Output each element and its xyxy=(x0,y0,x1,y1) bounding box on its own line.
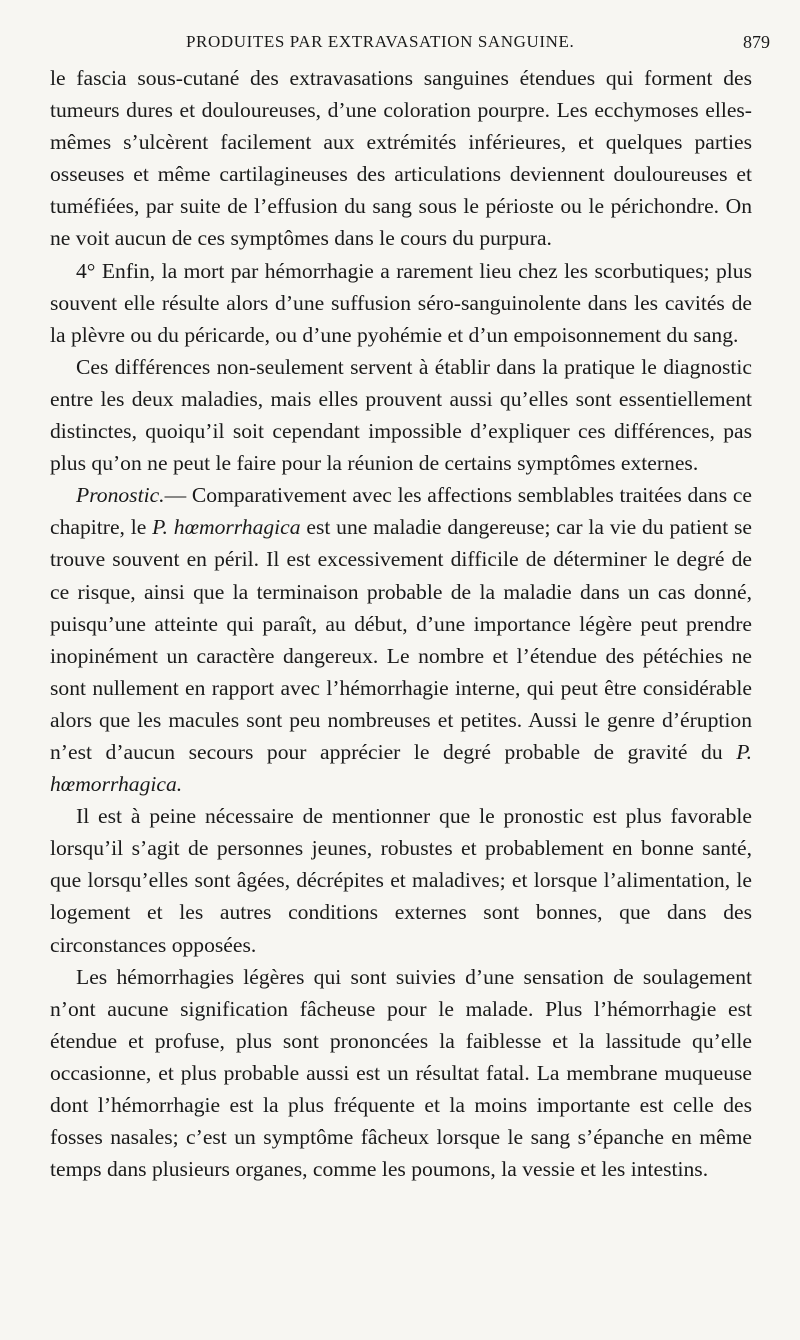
running-title: PRODUITES PAR EXTRAVASATION SANGUINE. xyxy=(186,32,575,51)
paragraph-point-4: 4° Enfin, la mort par hémorrhagie a rarement lieu chez les scorbutiques; plus souvent elle résulte alors d’une suffusion séro-sanguinolente dans les cavités de la plèvre ou du péricarde, ou d’une pyohémie et d’un empoisonnement du sang. xyxy=(50,258,752,347)
running-header xyxy=(48,30,770,60)
section-label-pronostic: Pronostic. xyxy=(76,483,165,508)
pronostic-text-a: — Comparativement avec les affections semblables traitées dans ce chapitre, le xyxy=(50,483,752,540)
page-number: 879 xyxy=(743,32,770,52)
pronostic-text-b: est une maladie dangereuse; car la vie du patient se trouve souvent en péril. Il est excessivement difficile de déterminer le degré de ce risque, ainsi que la terminaison probable de la maladie dans un cas donné, puisqu’une atteinte qui paraît, au début, d’une importance légère peut prendre inopinément un caractère dangereux. Le nombre et l’étendue des pétéchies ne sont nullement en rapport avec l’hémorrhagie interne, qui peut être considérable alors que les macules sont peu nombreuses et petites. Aussi le genre d’éruption n’est d’aucun secours pour apprécier le degré probable de gravité du xyxy=(50,515,753,764)
paragraph-pronostic xyxy=(50,479,752,800)
species-name: P. hœmorrhagica. xyxy=(50,739,752,797)
paragraph-hemorrhagies: Les hémorrhagies légères qui sont suivies d’une sensation de soulagement n’ont aucune signification fâcheuse pour le malade. Plus l’hémorrhagie est étendue et profuse, plus sont prononcées la faiblesse et la lassitude qu’elle occasionne, et plus probable aussi est un résultat fatal. La membrane muqueuse dont l’hémorrhagie est la plus fréquente et la moins importante est celle des fosses nasales; c’est un symptôme fâcheux lorsque le sang s’épanche en même temps dans plusieurs organes, comme les poumons, la vessie et les intestins. xyxy=(50,964,752,1182)
species-name: P. hœmorrhagica xyxy=(152,515,301,540)
paragraph-continuation: le fascia sous-cutané des extravasations sanguines étendues qui forment des tumeurs dures et douloureuses, d’une coloration pourpre. Les ecchymoses elles-mêmes s’ulcèrent facilement aux extrémités inférieures, et quelques parties osseuses et même cartilagineuses des articulations deviennent douloureuses et tuméfiées, par suite de l’effusion du sang sous le périoste ou le périchondre. On ne voit aucun de ces symptômes dans le cours du purpura. xyxy=(50,66,752,251)
body-text xyxy=(50,62,752,1185)
paragraph-favorable: Il est à peine nécessaire de mentionner que le pronostic est plus favorable lorsqu’il s’agit de personnes jeunes, robustes et probablement en bonne santé, que lorsqu’elles sont âgées, décrépites et maladives; et lorsque l’alimentation, le logement et les autres conditions externes sont bonnes, que dans des circonstances opposées. xyxy=(50,804,752,957)
paragraph-differences: Ces différences non-seulement servent à établir dans la pratique le diagnostic entre les deux maladies, mais elles prouvent aussi qu’elles sont essentiellement distinctes, quoiqu’il soit cependant impossible d’expliquer ces différences, pas plus qu’on ne peut le faire pour la réunion de certains symptômes externes. xyxy=(50,354,752,476)
